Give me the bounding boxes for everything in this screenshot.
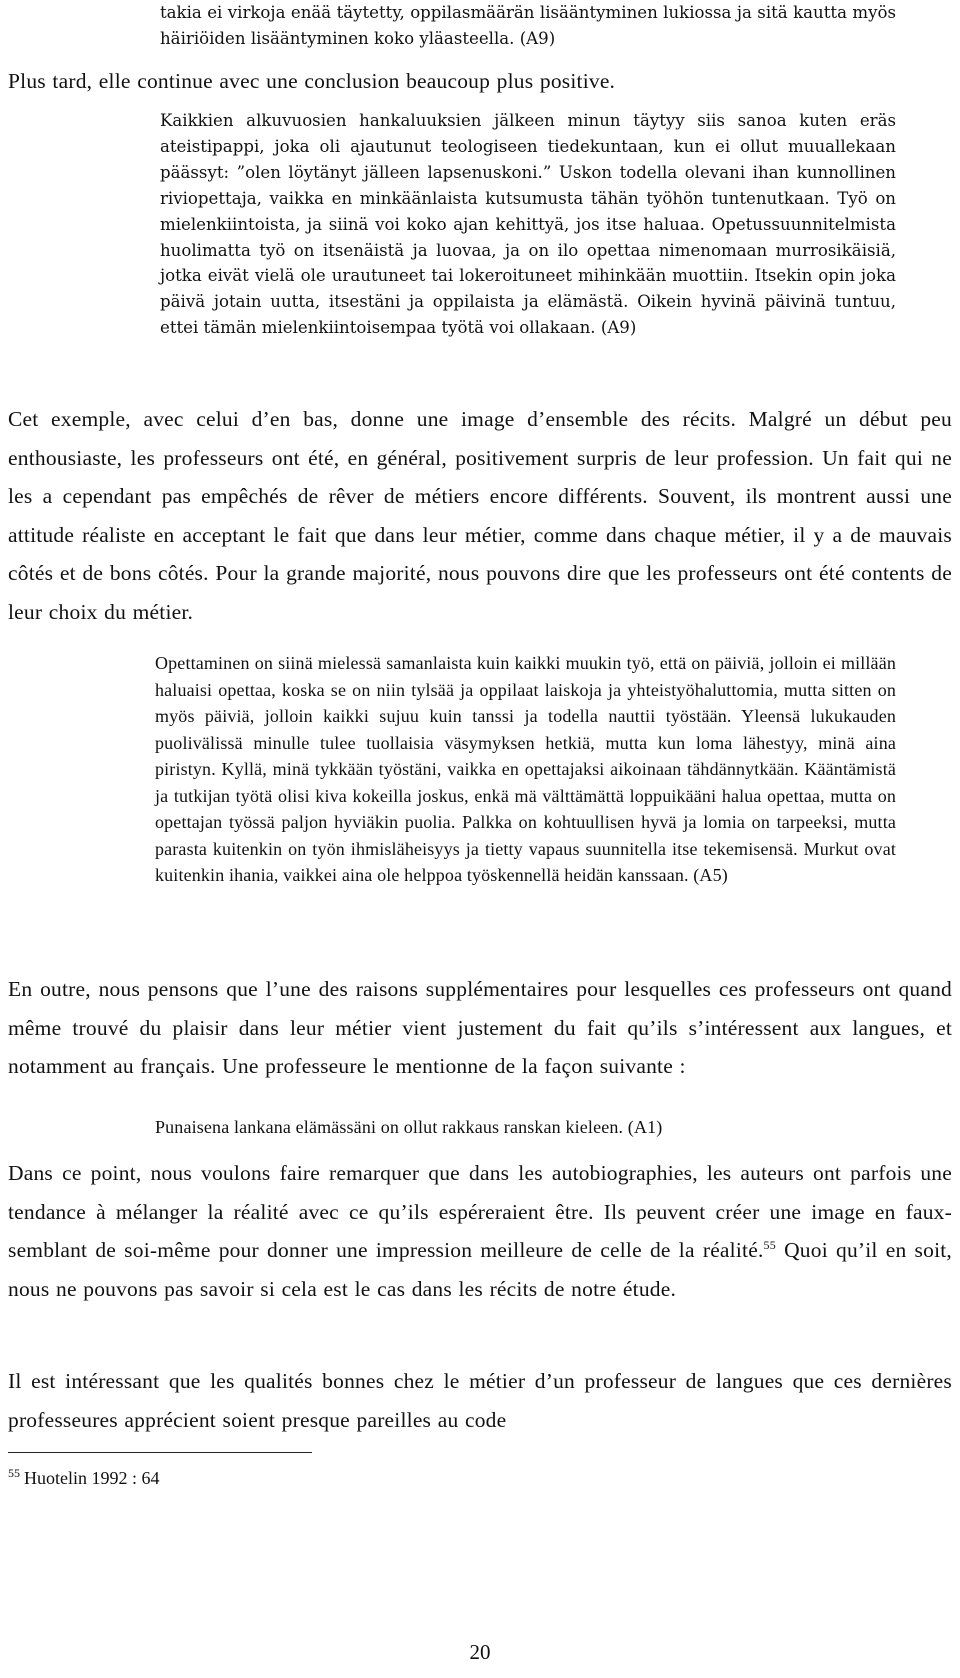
paragraph-summary: Cet exemple, avec celui d’en bas, donne une image d’ensemble des récits. Malgré un début peu enthousiaste, les professeurs ont été, en général, positivement surpris de leur profession. Un fait qui ne les a cependant pas empêchés de rêver de métiers encore différents. Souvent, ils montrent aussi une attitude réaliste en acceptant le fait que dans leur métier, comme dans chaque métier, il y a de mauvais côtés et de bons côtés. Pour la grande majorité, nous pouvons dire que les professeurs ont été contents de leur choix du métier. xyxy=(8,407,952,624)
footnote-number: 55 xyxy=(8,1466,20,1480)
footnote xyxy=(8,1468,160,1489)
footnote-reference[interactable]: 55 xyxy=(763,1237,776,1252)
paragraph-qualities: Il est intéressant que les qualités bonnes chez le métier d’un professeur de langues que ces dernières professeures apprécient soient presque pareilles au code xyxy=(8,1369,952,1432)
paragraph-autobiographies xyxy=(8,1154,952,1308)
block-quote-a5: Opettaminen on siinä mielessä samanlaista kuin kaikki muukin työ, että on päiviä, jolloin ei millään haluaisi opettaa, koska se on niin tylsää ja oppilaat laiskoja ja yhteistyöhaluttomia, mutta sitten on myös päiviä, jolloin kaikki sujuu kuin tanssi ja todella nauttii työstään. Yleensä lukukauden puolivälissä minulle tulee tuollaisia väsymyksen hetkiä, mutta kun loma lähestyy, minä aina piristyn. Kyllä, minä tykkään työstäni, vaikka en opettajaksi aikoinaan tähdännytkään. Kääntämistä ja tutkijan työtä olisi kiva kokeilla joskus, enkä mä välttämättä loppuikääni halua opettaa, mutta on opettajan työssä paljon hyviäkin puolia. Palkka on kohtuullisen hyvä ja lomia on tarpeeksi, mutta parasta kuitenkin on työn ihmisläheisyys ja tietty vapaus suunnitella itse tekemisensä. Murkut ovat kuitenkin ihania, vaikkei aina ole helppoa työskennellä heidän kanssaan. (A5) xyxy=(155,653,896,885)
footnote-text: Huotelin 1992 : 64 xyxy=(24,1468,160,1488)
block-quote-a1: Punaisena lankana elämässäni on ollut rakkaus ranskan kieleen. (A1) xyxy=(155,1117,663,1137)
footnote-divider xyxy=(8,1452,312,1453)
paragraph-intro: Plus tard, elle continue avec une conclusion beaucoup plus positive. xyxy=(8,69,616,93)
paragraph-autobiographies-text-a: Dans ce point, nous voulons faire remarquer que dans les autobiographies, les auteurs ont parfois une tendance à mélanger la réalité avec ce qu’ils espéreraient être. Ils peuvent créer une image en faux-semblant de soi-même pour donner une impression meilleure de celle de la réalité. xyxy=(8,1161,952,1262)
page-number: 20 xyxy=(469,1640,491,1664)
block-quote-a9: Kaikkien alkuvuosien hankaluuksien jälkeen minun täytyy siis sanoa kuten eräs ateistipappi, joka oli ajautunut teologiseen tiedekuntaan, kun ei ollut muuallekaan päässyt: ”olen löytänyt jälleen lapsenuskoni.” Uskon todella olevani ihan kunnollinen riviopettaja, vaikka en minkäänlaista kutsumusta tähän työhön tuntenutkaan. Työ on mielenkiintoista, ja siinä voi koko ajan kehittyä, jos itse haluaa. Opetussuunnitelmista huolimatta työ on itsenäistä ja luovaa, ja on ilo opettaa nimenomaan murrosikäisiä, jotka eivät vielä ole urautuneet tai lokeroituneet mihinkään muottiin. Itsekin opin joka päivä jotain uutta, itsestäni ja oppilaista ja elämästä. Oikein hyvinä päivinä tuntuu, ettei tämän mielenkiintoisempaa työtä voi ollakaan. (A9) xyxy=(160,111,896,338)
paragraph-languages: En outre, nous pensons que l’une des raisons supplémentaires pour lesquelles ces professeurs ont quand même trouvé du plaisir dans leur métier vient justement du fait qu’ils s’intéressent aux langues, et notamment au français. Une professeure le mentionne de la façon suivante : xyxy=(8,977,952,1078)
paragraph-autobiographies-text-b: Quoi qu’il en soit, nous ne pouvons pas savoir si cela est le cas dans les récits de notre étude. xyxy=(8,1238,952,1301)
block-quote-top: takia ei virkoja enää täytetty, oppilasmäärän lisääntyminen lukiossa ja sitä kautta myös häiriöiden lisääntyminen koko yläasteella. (A9) xyxy=(160,3,896,48)
